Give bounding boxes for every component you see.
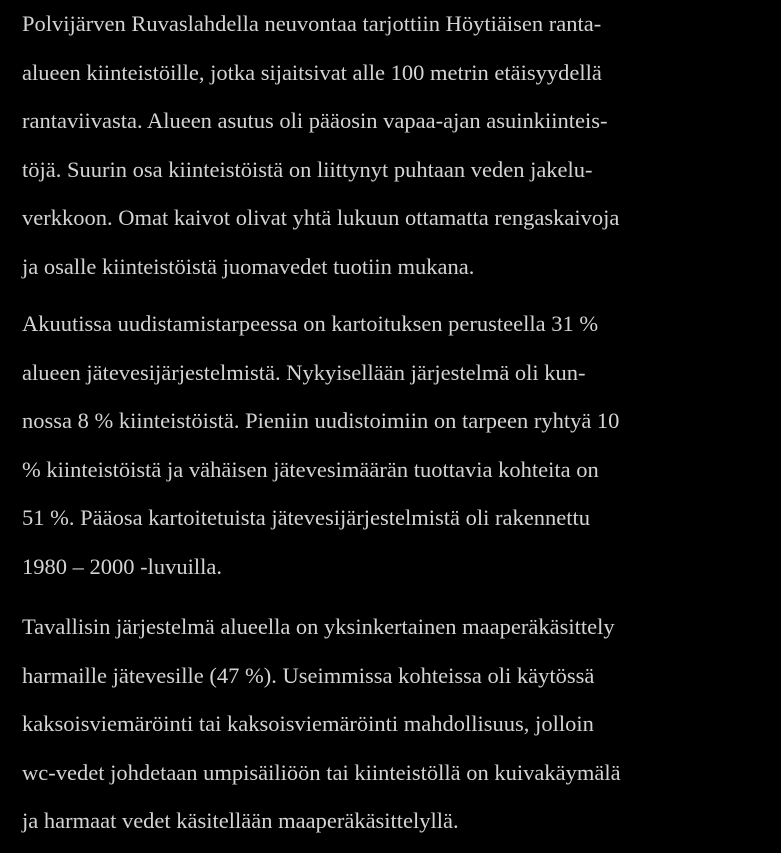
paragraph-neuvonta-alue [22,0,762,291]
text-line: wc-vedet johdetaan umpisäiliöön tai kiinteistöllä on kuivakäymälä [22,759,621,785]
text-line: rantaviivasta. Alueen asutus oli pääosin vapaa-ajan asuinkiinteis- [22,108,608,133]
paragraph-jarjestelmat [22,603,762,846]
text-line: alueen kiinteistöille, jotka sijaitsivat alle 100 metrin etäisyydellä [22,59,602,85]
text-line: nossa 8 % kiinteistöistä. Pieniin uudistoimiin on tarpeen ryhtyä 10 [22,408,620,433]
text-line: alueen jätevesijärjestelmistä. Nykyisellään järjestelmä oli kun- [22,359,586,385]
text-line: 51 %. Pääosa kartoitetuista jätevesijärjestelmistä oli rakennettu [22,505,590,530]
text-line: ja osalle kiinteistöistä juomavedet tuotiin mukana. [22,253,475,279]
text-line: harmaille jätevesille (47 %). Useimmissa kohteissa oli käytössä [22,662,595,688]
text-line: 1980 – 2000 -luvuilla. [22,553,222,579]
text-line: kaksoisviemäröinti tai kaksoisviemäröinti mahdollisuus, jolloin [22,711,594,736]
text-line: Polvijärven Ruvaslahdella neuvontaa tarjottiin Höytiäisen ranta- [22,11,602,36]
text-line: ja harmaat vedet käsitellään maaperäkäsittelyllä. [22,808,459,833]
text-line: Akuutissa uudistamistarpeessa on kartoituksen perusteella 31 % [22,311,599,336]
paragraph-uudistamistarve [22,300,762,591]
text-line: töjä. Suurin osa kiinteistöistä on liittynyt puhtaan veden jakelu- [22,156,593,182]
text-line: % kiinteistöistä ja vähäisen jätevesimäärän tuottavia kohteita on [22,456,599,482]
text-line: Tavallisin järjestelmä alueella on yksinkertainen maaperäkäsittely [22,614,615,639]
text-line: verkkoon. Omat kaivot olivat yhtä lukuun ottamatta rengaskaivoja [22,205,620,230]
